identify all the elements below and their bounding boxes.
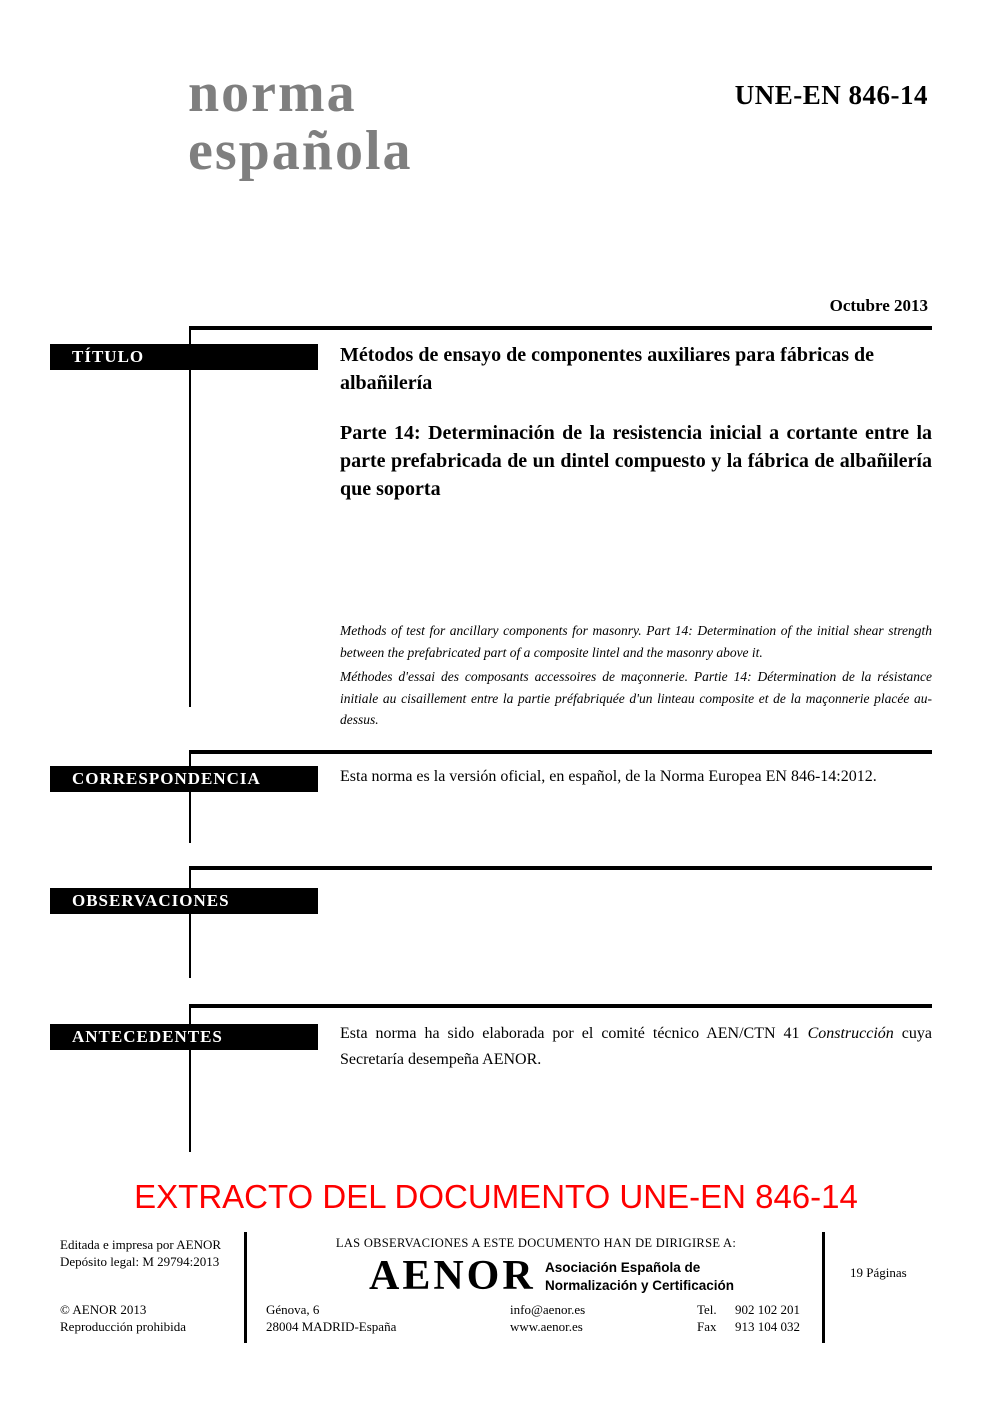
footer-fax-label: Fax [697,1319,717,1334]
section-label-titulo: TÍTULO [50,344,318,370]
footer-tel-label: Tel. [697,1302,717,1317]
antecedentes-text-before: Esta norma ha sido elaborada por el comité técnico AEN/CTN 41 [340,1025,808,1042]
footer-observations-note: LAS OBSERVACIONES A ESTE DOCUMENTO HAN DE DIRIGIRSE A: [335,1236,737,1250]
footer-address-street: Génova, 6 [266,1302,320,1317]
publication-date: Octubre 2013 [829,296,928,315]
section-label-observaciones: OBSERVACIONES [50,888,318,914]
antecedentes-committee-name: Construcción [807,1025,894,1042]
title-spanish-part: Parte 14: Determinación de la resistencia inicial a cortante entre la parte prefabricada de un dintel compuesto y la fábrica de albañilería que soporta [340,422,932,500]
antecedentes-text [340,1021,932,1073]
section-label-correspondencia: CORRESPONDENCIA [50,766,318,792]
section-rule-correspondencia [190,750,932,754]
footer-edited-by: Editada e impresa por AENOR [60,1237,222,1252]
title-spanish: Métodos de ensayo de componentes auxiliares para fábricas de albañilería [340,344,875,394]
correspondencia-text: Esta norma es la versión oficial, en español, de la Norma Europea EN 846-14:2012. [340,768,877,785]
aenor-name-line-2: Normalización y Certificación [545,1278,735,1293]
norma-espanola-logo [188,64,413,180]
footer-address-city: 28004 MADRID-España [266,1319,397,1334]
footer-website: www.aenor.es [510,1319,583,1334]
footer-tel-number: 902 102 201 [735,1302,800,1317]
brand-line-2: española [188,120,413,182]
aenor-logo: AENOR [369,1253,536,1299]
section-rule-observaciones [190,866,932,870]
footer-copyright: © AENOR 2013 [60,1302,147,1317]
document-code: UNE-EN 846-14 [734,80,928,110]
section-vertical-line-titulo [189,326,191,707]
section-label-antecedentes: ANTECEDENTES [50,1024,318,1050]
aenor-association-name [545,1259,734,1295]
antecedentes-text-after: cuya Secretaría desempeña AENOR. [340,1025,932,1068]
footer-legal-deposit: Depósito legal: M 29794:2013 [60,1254,220,1269]
title-english-translation: Methods of test for ancillary components for masonry. Part 14: Determination of the initial shear strength between the prefabricated part of a composite lintel and the masonry above it. [340,623,932,660]
title-french-translation: Méthodes d'essai des composants accessoires de maçonnerie. Partie 14: Détermination de la résistance initiale au cisaillement entre la partie préfabriquée d'un linteau composite et de la maçonnerie placée au-dessus. [340,669,932,727]
section-rule-titulo [190,326,932,330]
footer-page-count: 19 Páginas [850,1265,907,1280]
footer-reproduction-notice: Reproducción prohibida [60,1319,186,1334]
section-rule-antecedentes [190,1004,932,1008]
aenor-name-line-1: Asociación Española de [545,1260,701,1275]
extracto-banner: EXTRACTO DEL DOCUMENTO UNE-EN 846-14 [134,1178,858,1215]
section-vertical-line-observaciones [189,866,191,978]
footer-fax-number: 913 104 032 [735,1319,800,1334]
footer-email: info@aenor.es [510,1302,586,1317]
section-vertical-line-correspondencia [189,750,191,843]
brand-line-1: norma [188,62,357,124]
footer-divider-right [822,1232,825,1343]
footer-divider-left [244,1232,247,1343]
